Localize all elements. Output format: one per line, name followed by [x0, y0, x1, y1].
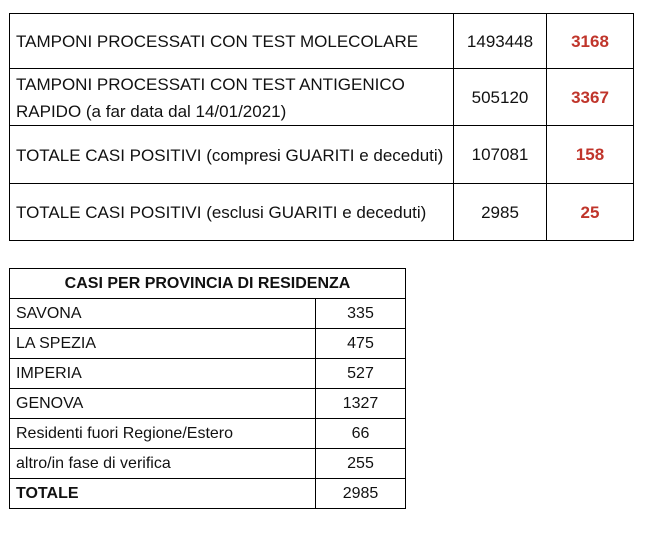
summary-label: TOTALE CASI POSITIVI (compresi GUARITI e deceduti)	[10, 126, 454, 184]
summary-label: TOTALE CASI POSITIVI (esclusi GUARITI e deceduti)	[10, 184, 454, 241]
summary-delta: 3367	[547, 69, 634, 126]
province-total-label: TOTALE	[10, 479, 316, 509]
province-table-title: CASI PER PROVINCIA DI RESIDENZA	[10, 269, 406, 299]
province-name: Residenti fuori Regione/Estero	[10, 419, 316, 449]
summary-label: TAMPONI PROCESSATI CON TEST MOLECOLARE	[10, 14, 454, 69]
province-value: 1327	[316, 389, 406, 419]
province-row	[10, 329, 406, 359]
province-name: altro/in fase di verifica	[10, 449, 316, 479]
summary-value: 505120	[454, 69, 547, 126]
summary-delta: 3168	[547, 14, 634, 69]
province-table	[9, 268, 406, 509]
summary-delta: 158	[547, 126, 634, 184]
summary-row-molecular	[10, 14, 634, 69]
summary-delta: 25	[547, 184, 634, 241]
province-name: IMPERIA	[10, 359, 316, 389]
province-value: 255	[316, 449, 406, 479]
province-row	[10, 359, 406, 389]
summary-row-antigen	[10, 69, 634, 126]
province-value: 66	[316, 419, 406, 449]
summary-value: 1493448	[454, 14, 547, 69]
province-header-row	[10, 269, 406, 299]
province-value: 475	[316, 329, 406, 359]
province-name: SAVONA	[10, 299, 316, 329]
summary-row-total-incl	[10, 126, 634, 184]
summary-value: 107081	[454, 126, 547, 184]
summary-value: 2985	[454, 184, 547, 241]
province-total-value: 2985	[316, 479, 406, 509]
summary-label: TAMPONI PROCESSATI CON TEST ANTIGENICO RAPIDO (a far data dal 14/01/2021)	[10, 69, 454, 126]
province-row	[10, 419, 406, 449]
province-row	[10, 449, 406, 479]
province-row	[10, 299, 406, 329]
province-row	[10, 389, 406, 419]
province-name: GENOVA	[10, 389, 316, 419]
province-total-row	[10, 479, 406, 509]
province-value: 527	[316, 359, 406, 389]
province-value: 335	[316, 299, 406, 329]
summary-table	[9, 13, 634, 241]
province-name: LA SPEZIA	[10, 329, 316, 359]
summary-row-total-excl	[10, 184, 634, 241]
